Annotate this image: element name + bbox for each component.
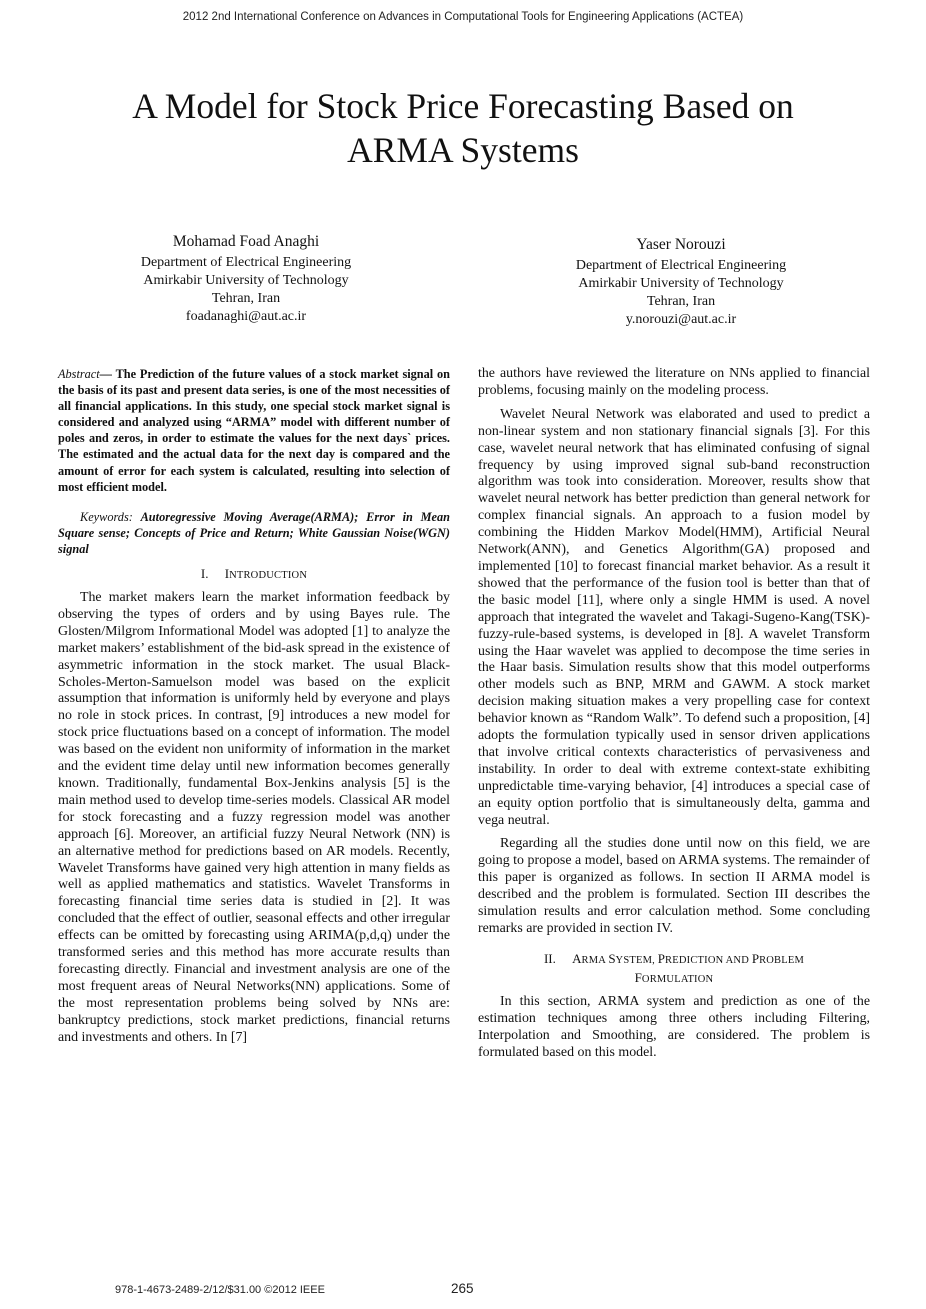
heading-rest: ORMULATION <box>641 973 714 985</box>
author-university: Amirkabir University of Technology <box>578 276 784 291</box>
author-university: Amirkabir University of Technology <box>143 273 349 288</box>
heading-rest: REDICTION AND <box>665 954 752 966</box>
heading-initial: S <box>608 950 616 966</box>
intro-paragraph-3: Regarding all the studies done until now on this field, we are going to propose a model, based on ARMA systems. The remainder of this paper is organized as follows. In section II ARMA model is described and the problem is formulated. Section III describes the simulation results and error calculation method. Some concluding remarks are provided in section IV. <box>478 836 870 936</box>
title-line-2: ARMA Systems <box>347 130 579 170</box>
intro-paragraph-1-continued: the authors have reviewed the literature on NNs applied to financial problems, focusing mainly on the modeling process. <box>478 366 870 398</box>
author-block-1 <box>96 231 396 326</box>
section-heading-rest: NTRODUCTION <box>229 570 308 582</box>
conference-header: 2012 2nd International Conference on Advances in Computational Tools for Engineering Applications (ACTEA) <box>182 11 744 23</box>
abstract-text: The Prediction of the future values of a stock market signal on the basis of its past and present data series, is one of the most necessities of all financial applications. In this study, one special stock market signal is considered and analyzed using “ARMA” model with different number of poles and zeros, in order to estimate the values for the next days` prices. The estimated and the actual data for the next day is compared and the amount of error for each system is calculated, resulting into selection of most efficient model. <box>58 367 450 494</box>
intro-paragraph-1: The market makers learn the market information feedback by observing the types of orders and by using Bayes rule. The Glosten/Milgrom Informational Model was adopted [1] to analyze the market makers’ establishment of the bid-ask spread in the existence of asymmetric information in the stock market. The usual Black-Scholes-Merton-Samuelson model was based on the explicit assumption that information is uniformly held by everyone and plays no role in stock prices. In contrast, [9] introduces a new model for stock price fluctuations based on a concept of information. The model was based on the evident non uniformity of information in the market and the evident time delay until new information becomes generally known. Traditionally, fundamental Box-Jenkins analysis [5] is the main method used to develop time-series models. Classical AR model for stock forecasting and a fuzzy regression model was another approach [6]. Moreover, an artificial fuzzy Neural Network (NN) is an alternative method for predictions based on AR models. Recently, Wavelet Transforms have gained very high attention in many fields as well as applied mathematics and statistics. Wavelet Transforms in forecasting financial time series data is studied in [2]. It was concluded that the effect of outlier, seasonal effects and other irregular effects can be omitted by forecasting using ARIMA(p,d,q) under the transformed series and this method has more accurate results than forecasting directly. Financial and investment analysis are one of the most frequent areas of Neural Networks(NN) applications. Some of the most representation problems being solved by NNs are: bankruptcy predictions, stock market predictions, financial returns and investments and others. In [7] <box>58 590 450 1045</box>
section-heading-introduction <box>58 565 450 584</box>
author-name: Mohamad Foad Anaghi <box>172 233 320 250</box>
intro-paragraph-2: Wavelet Neural Network was elaborated and used to predict a non-linear system and non stationary financial signals [3]. For this case, wavelet neural network that has eliminated confusing of signal frequency by using improved signal sub-band reconstruction algorithm was took into consideration. Moreover, results show that wavelet neural network has better prediction than general network for complex financial signals. An approach to a fusion model by combining the Hidden Markov Model(HMM), Artificial Neural Network(ANN), and Genetics Algorithm(GA) proposed and implemented [10] to forecast financial market behavior. As a result it showed that the performance of the fusion tool is better than that of the basic model [11], where only a single HMM is used. A novel approach that integrated the wavelet and Takagi-Sugeno-Kang(TSK)-fuzzy-rule-based systems, is developed in [8]. A wavelet Transform using the Haar wavelet was applied to decompose the time series in the Haar basis. Simulation results show that this model outperforms other models such as BNP, MRM and GAWM. A stock market decision making situation makes a very propelling case for context behavior known as “Random Walk”. To defend such a proposition, [4] adopts the formulation typically used in sensor driven applications that involve critical contexts characteristics of pervasiveness and instability. In order to deal with extreme context-state exhibiting unpredictable time-varying behavior, [4] introduces a special case of an equity option portfolio that is simultaneously delta, gamma and vega neutral. <box>478 406 870 828</box>
author-city: Tehran, Iran <box>646 294 716 309</box>
keywords <box>58 509 450 557</box>
heading-initial: P <box>751 950 760 966</box>
heading-initial: A <box>572 950 582 966</box>
heading-rest: YSTEM, <box>615 954 658 966</box>
author-city: Tehran, Iran <box>211 291 281 306</box>
heading-rest: RMA <box>581 954 609 966</box>
page-number: 265 <box>451 1281 474 1296</box>
author-block-2 <box>531 234 831 329</box>
section-number: I. <box>200 566 209 582</box>
author-email: y.norouzi@aut.ac.ir <box>625 312 737 327</box>
keywords-lead: Keywords: <box>80 509 141 524</box>
heading-rest: ROBLEM <box>759 954 805 966</box>
keywords-text: Autoregressive Moving Average(ARMA); Error in Mean Square sense; Concepts of Price and Return; White Gaussian Noise(WGN) signal <box>58 509 451 556</box>
heading-initial: P <box>657 950 666 966</box>
left-column <box>58 366 450 1047</box>
arma-paragraph-1: In this section, ARMA system and prediction as one of the estimation techniques among three others including Filtering, Interpolation and Smoothing, are considered. The problem is formulated based on this model. <box>478 993 870 1060</box>
right-column <box>478 366 870 1062</box>
heading-initial: F <box>634 969 642 985</box>
author-department: Department of Electrical Engineering <box>140 255 352 270</box>
footer-isbn: 978-1-4673-2489-2/12/$31.00 ©2012 IEEE <box>115 1284 325 1296</box>
abstract <box>58 366 450 495</box>
author-name: Yaser Norouzi <box>636 236 726 253</box>
section-number: II. <box>543 950 556 966</box>
section-heading-arma <box>478 950 870 988</box>
abstract-dash: — <box>99 367 116 381</box>
author-department: Department of Electrical Engineering <box>575 258 787 273</box>
author-email: foadanaghi@aut.ac.ir <box>185 309 307 324</box>
title-line-1: A Model for Stock Price Forecasting Based on <box>132 86 794 126</box>
abstract-lead: Abstract <box>58 367 100 381</box>
paper-title <box>80 84 846 172</box>
section-heading-initial: I <box>224 566 230 582</box>
